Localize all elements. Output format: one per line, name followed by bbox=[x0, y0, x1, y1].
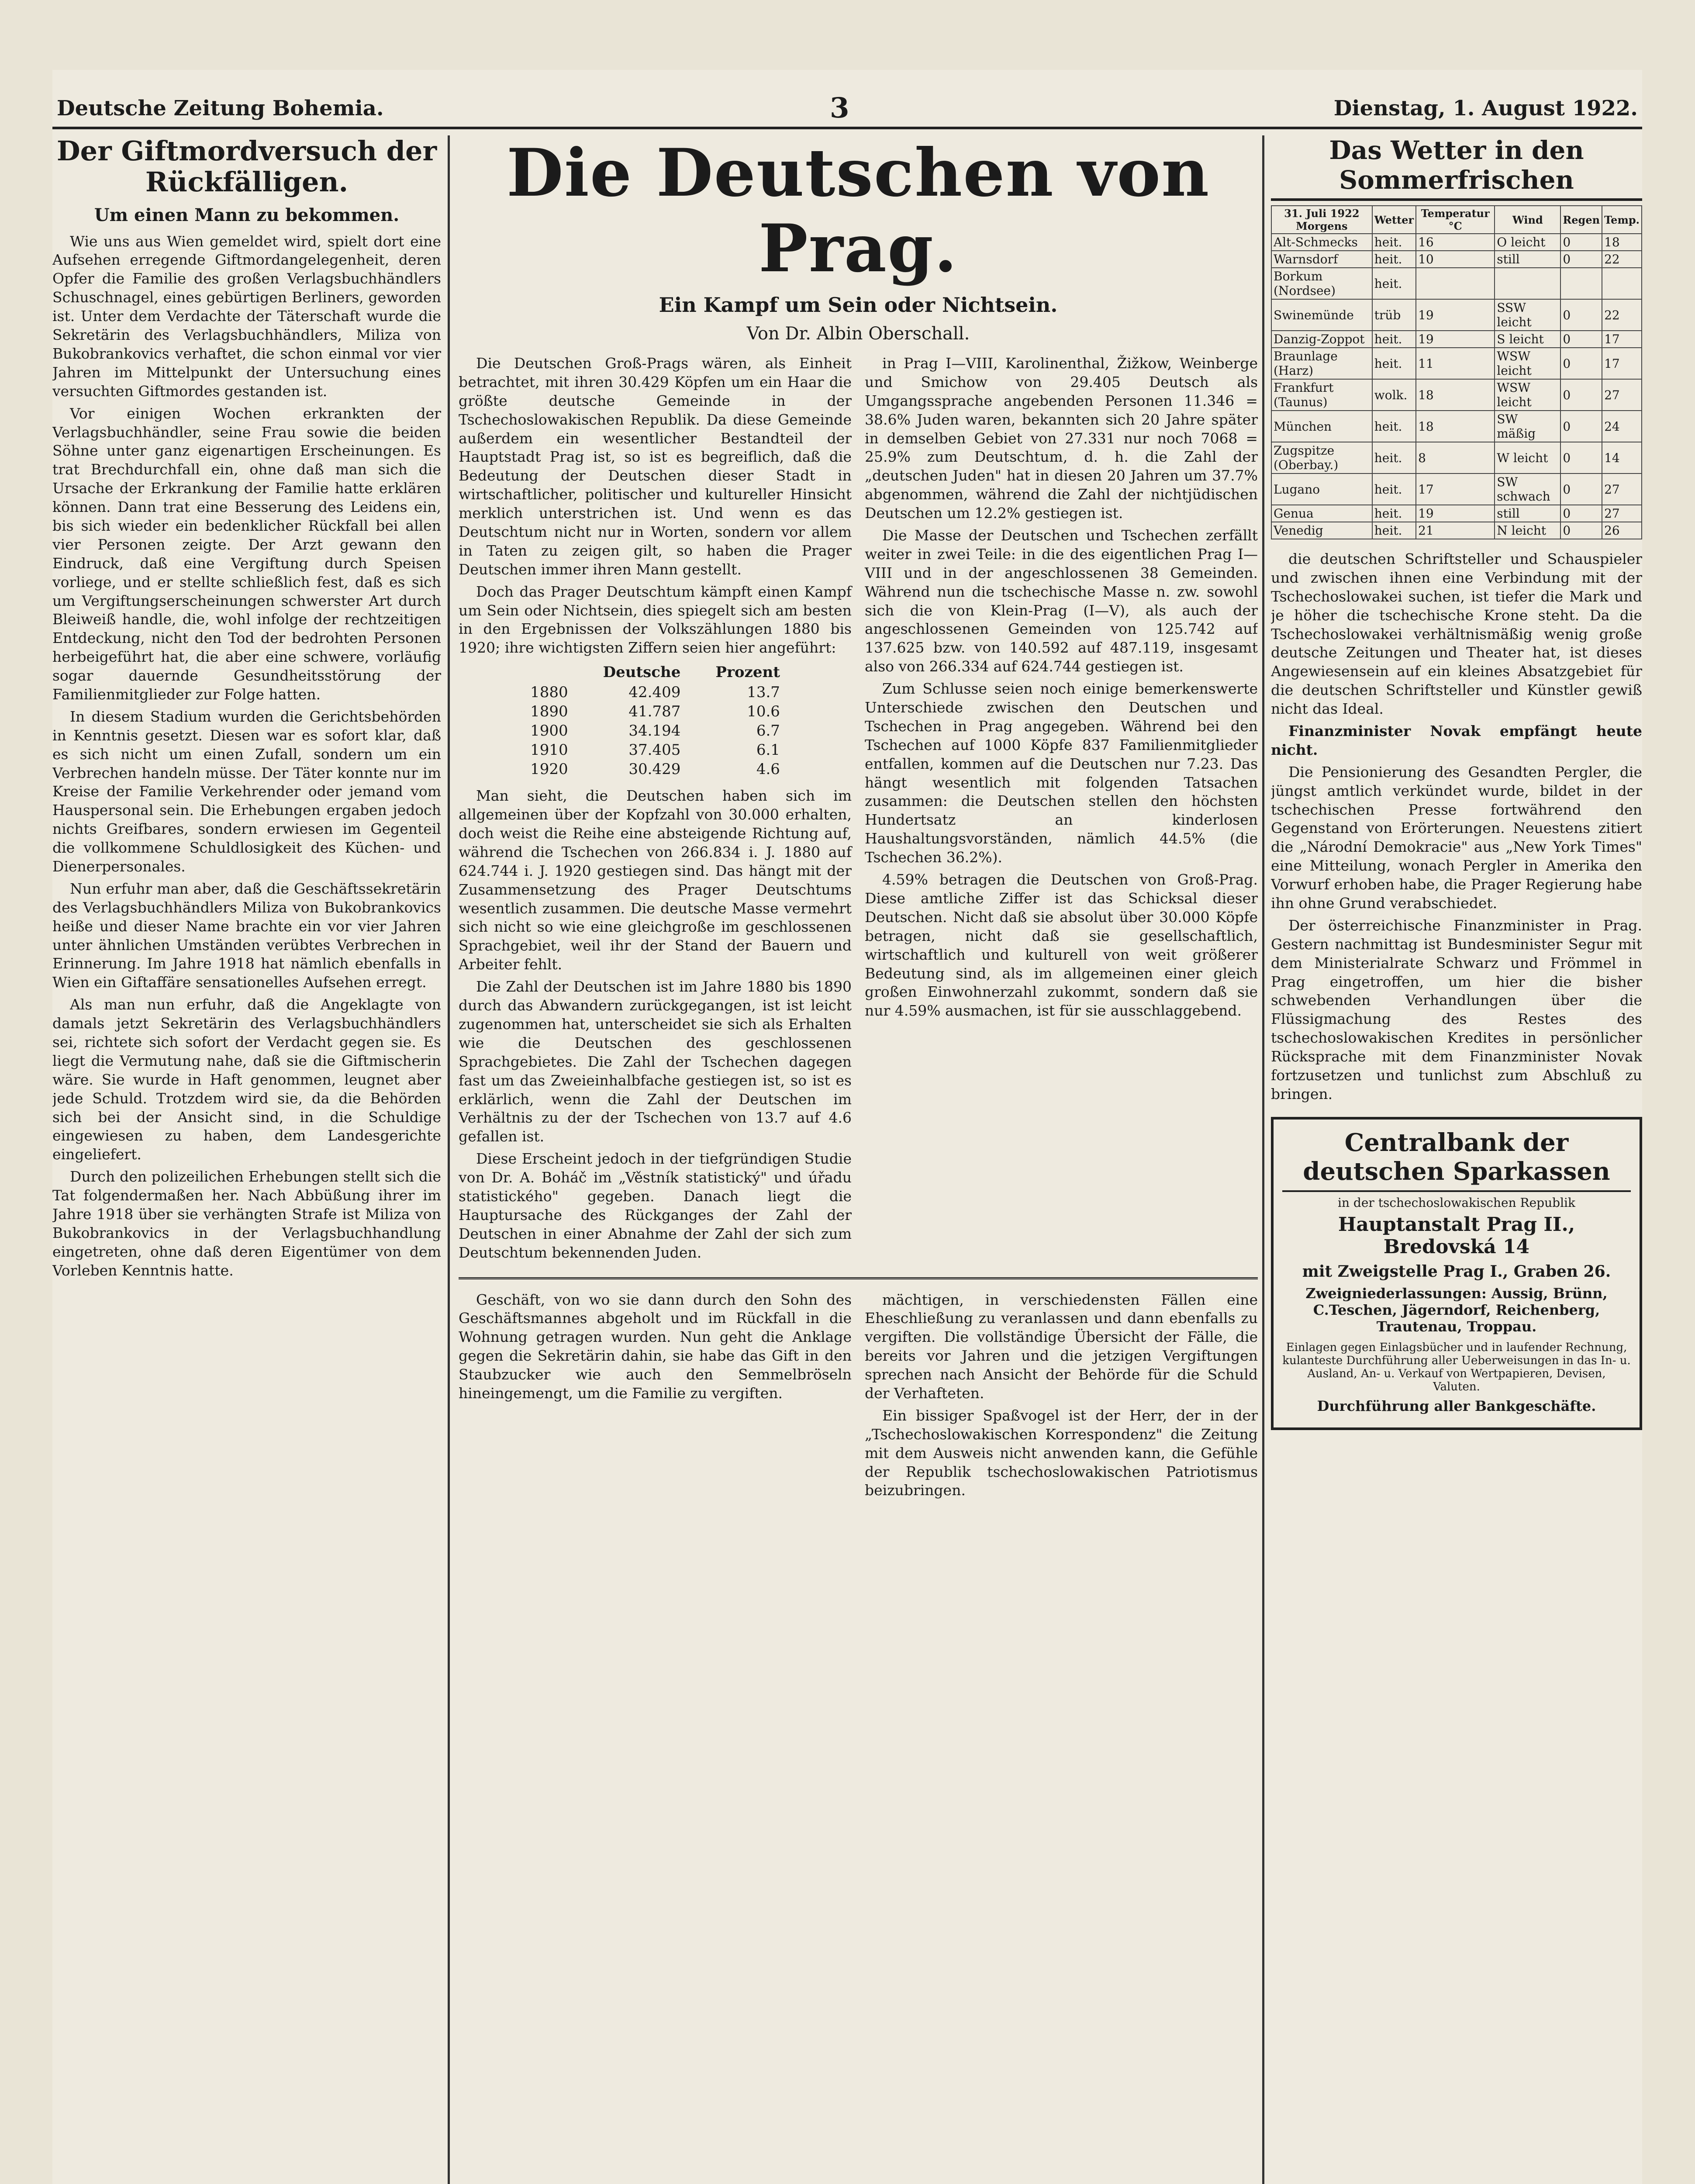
weather-cell: 0 bbox=[1560, 505, 1602, 522]
paragraph: Die Deutschen Groß-Prags wären, als Einheit betrachtet, mit ihren 30.429 Köpfen um ein Haar die größte deutsche Gemeinde in der Tschechoslowakischen Republik. Da diese Gemeinde außerdem ein wesentlicher Bestandteil der Hauptstadt Prag ist, so ist es begreiflich, daß die Bedeutung der Deutschen dieser Stadt in wirtschaftlicher, politischer und kultureller Hinsicht merklich unterstrichen ist. Und wenn es das Deutschtum nicht nur in Worten, sondern vor allem in Taten zu zeigen gilt, so haben die Prager Deutschen immer ihren Mann gestellt. bbox=[459, 355, 852, 578]
paragraph: In diesem Stadium wurden die Gerichtsbehörden in Kenntnis gesetzt. Diesen war es sofort klar, daß es sich nicht um einen Zufall, sondern um ein Verbrechen handeln müsse. Der Täter konnte nur im Kreise der Familie Verkehrender oder jemand vom Hauspersonal sein. Die Erhebungen ergaben jedoch nichts Greifbares, sondern erwiesen im Gegenteil die vollkommene Schuldlosigkeit des Küchen- und Dienerpersonales. bbox=[52, 708, 441, 875]
weather-cell: 10 bbox=[1416, 251, 1495, 268]
paragraph: Zum Schlusse seien noch einige bemerkenswerte Unterschiede zwischen den Deutschen und Tschechen in Prag angegeben. Während bei den Tschechen auf 1000 Köpfe 837 Familienmitglieder entfallen, kommen auf die Deutschen nur 7.23. Das hängt wesentlich mit folgenden Tatsachen zusammen: die Deutschen stellen den höchsten Hundertsatz an kinderlosen Haushaltungsvorständen, nämlich 44.5% (die Tschechen 36.2%). bbox=[865, 680, 1258, 866]
paragraph: Doch das Prager Deutschtum kämpft einen Kampf um Sein oder Nichtsein, dies spiegelt sich am besten in den Ergebnissen der Volkszählungen 1880 bis 1920; ihre wichtigsten Ziffern seien hier angeführt: bbox=[459, 583, 852, 657]
paragraph: die deutschen Schriftsteller und Schauspieler und zwischen ihnen eine Verbindung mit der Tschechoslowakei suchen, ist tiefer die Mark und je höher die tschechische Krone steht. Da die Tschechoslowakei verhältnismäßig wenig große deutsche Zeitungen und Theater hat, ist dieses Angewiesensein auf ein kleines Absatzgebiet für die deutschen Schriftsteller und Künstler gewiß nicht das Ideal. bbox=[1271, 550, 1642, 718]
col-header: Temperatur °C bbox=[1416, 206, 1495, 234]
paragraph: Die Zahl der Deutschen ist im Jahre 1880 bis 1890 durch das Abwandern zurückgegangen, ist ist leicht zugenommen hat, unterscheidet sie sich als Erhalten wie die Deutschen des geschlossenen Sprachgebietes. Die Zahl der Tschechen dagegen fast um das Zweieinhalbfache gestiegen ist, so ist es erklärlich, wenn die Zahl der Deutschen im Verhältnis zu der der Tschechen von 13.7 auf 4.6 gefallen ist. bbox=[459, 978, 852, 1145]
weather-title: Das Wetter in den Sommerfrischen bbox=[1271, 135, 1642, 201]
weather-cell: 18 bbox=[1416, 411, 1495, 442]
paragraph: Der österreichische Finanzminister in Prag. Gestern nachmittag ist Bundesminister Segur mit dem Ministerialrate Schwarz und Frömmel in Prag eingetroffen, um hier die bisher schwebenden Verhandlungen über die Flüssigmachung des Restes des tschechoslowakischen Kredites in persönlicher Rücksprache mit dem Finanzminister Novak fortzusetzen und tunlichst zum Abschluß zu bringen. bbox=[1271, 916, 1642, 1102]
table-row bbox=[513, 721, 797, 740]
weather-cell: SSW leicht bbox=[1495, 299, 1560, 331]
weather-cell: WSW leicht bbox=[1495, 379, 1560, 411]
weather-cell: 8 bbox=[1416, 442, 1495, 473]
weather-cell: wolk. bbox=[1372, 379, 1416, 411]
weather-cell: 0 bbox=[1560, 379, 1602, 411]
table-cell: 1920 bbox=[530, 760, 568, 778]
weather-cell: S leicht bbox=[1495, 331, 1560, 348]
weather-row bbox=[1271, 522, 1642, 539]
weather-cell: 24 bbox=[1602, 411, 1642, 442]
column-rule bbox=[1262, 135, 1264, 2184]
weather-date-header bbox=[1271, 206, 1372, 234]
article-subhead: Um einen Mann zu bekommen. bbox=[94, 204, 400, 225]
weather-cell: 0 bbox=[1560, 473, 1602, 505]
weather-cell: Lugano bbox=[1271, 473, 1372, 505]
weather-row bbox=[1271, 299, 1642, 331]
weather-cell: Zugspitze (Oberbay.) bbox=[1271, 442, 1372, 473]
paragraph: Ein bissiger Spaßvogel ist der Herr, der in der „Tschechoslowakischen Korrespondenz" die Zeitung mit dem Ausweis nicht anwenden kann, die Gefühle der Republik tschechoslowakischen Patriotismus beizubringen. bbox=[865, 1406, 1258, 1499]
weather-row bbox=[1271, 411, 1642, 442]
table-cell: 6.7 bbox=[756, 722, 780, 740]
paragraph: Finanzminister Novak empfängt heute nicht. bbox=[1271, 722, 1642, 758]
table-cell: 4.6 bbox=[756, 760, 780, 778]
weather-cell: 17 bbox=[1602, 331, 1642, 348]
weather-cell: Borkum (Nordsee) bbox=[1271, 268, 1372, 299]
weather-cell: heit. bbox=[1372, 473, 1416, 505]
paragraph: Diese Erscheint jedoch in der tiefgründigen Studie von Dr. A. Boháč im „Věstník statistický" und úřadu statistického" gegeben. Danach liegt die Hauptursache des Rückganges der Zahl der Deutschen in einer Abnahme der Zahl der sich zum Deutschtum bekennenden Juden. bbox=[459, 1150, 852, 1261]
weather-cell: 26 bbox=[1602, 522, 1642, 539]
weather-cell bbox=[1495, 268, 1560, 299]
column-rule bbox=[448, 135, 450, 2184]
ad-subtitle: in der tschechoslowakischen Republik bbox=[1338, 1195, 1575, 1210]
col-header: Temp. bbox=[1602, 206, 1642, 234]
weather-cell: Warnsdorf bbox=[1271, 251, 1372, 268]
weather-row bbox=[1271, 251, 1642, 268]
weather-cell: heit. bbox=[1372, 411, 1416, 442]
weather-cell: 0 bbox=[1560, 522, 1602, 539]
ad-title: Centralbank der deutschen Sparkassen bbox=[1282, 1128, 1631, 1192]
weather-row bbox=[1271, 348, 1642, 379]
weather-cell bbox=[1602, 268, 1642, 299]
weather-cell bbox=[1560, 268, 1602, 299]
weather-row bbox=[1271, 268, 1642, 299]
weather-cell: N leicht bbox=[1495, 522, 1560, 539]
bank-advertisement bbox=[1271, 1117, 1642, 1430]
paragraph: Vor einigen Wochen erkrankten der Verlagsbuchhändler, seine Frau sowie die beiden Söhne unter ganz eigenartigen Erscheinungen. Es trat Brechdurchfall ein, ohne daß man sich die Ursache der Erkrankung der Familie hatte erklären können. Dann trat eine Besserung des Leidens ein, bis sich wieder ein bedenklicher Rückfall bei allen vier Personen zeigte. Der Arzt gewann den Eindruck, daß eine Vergiftung durch Speisen vorliege, und er stellte schließlich fest, daß es sich um Vergiftungserscheinungen schwerster Art durch Bleiweiß handle, die, wohl infolge der rechtzeitigen Entdeckung, nicht den Tod der bedrohten Personen herbeigeführt hat, die aber eine schwere, vorläufig sogar dauernde Gesundheitsstörung der Familienmitglieder zur Folge hatten. bbox=[52, 404, 441, 703]
right-column bbox=[1271, 135, 1642, 2184]
weather-cell: 22 bbox=[1602, 299, 1642, 331]
weather-cell: heit. bbox=[1372, 268, 1416, 299]
table-cell: 1890 bbox=[530, 703, 568, 721]
article-deutschen-von-prag bbox=[459, 135, 1258, 2184]
table-cell: 6.1 bbox=[756, 741, 780, 759]
ad-branch-address: mit Zweigstelle Prag I., Graben 26. bbox=[1302, 1262, 1611, 1281]
weather-cell: SW mäßig bbox=[1495, 411, 1560, 442]
weather-cell: 19 bbox=[1416, 505, 1495, 522]
table-header: Prozent bbox=[715, 663, 780, 681]
paragraph: mächtigen, in verschiedensten Fällen eine Eheschließung zu veranlassen und dann ebenfalls zu vergiften. Die vollständige Übersicht der Fälle, die bereits vor Jahren und die jetzigen Vergiftungen sprechen nach Ansicht der Behörde für die Schuld der Verhafteten. bbox=[865, 1291, 1258, 1402]
table-header: Deutsche bbox=[603, 663, 681, 681]
weather-cell: 0 bbox=[1560, 299, 1602, 331]
section-divider bbox=[459, 1277, 1258, 1279]
weather-row bbox=[1271, 505, 1642, 522]
weather-cell: heit. bbox=[1372, 331, 1416, 348]
newspaper-page bbox=[52, 70, 1642, 2184]
weather-row bbox=[1271, 331, 1642, 348]
table-row bbox=[513, 683, 797, 702]
issue-date: Dienstag, 1. August 1922. bbox=[1333, 96, 1638, 121]
newspaper-name: Deutsche Zeitung Bohemia. bbox=[57, 96, 384, 121]
weather-cell: Alt-Schmecks bbox=[1271, 234, 1372, 251]
ad-branches: Zweigniederlassungen: Aussig, Brünn, C.Teschen, Jägerndorf, Reichenberg, Trautenau, Troppau. bbox=[1305, 1285, 1608, 1335]
weather-cell: 17 bbox=[1416, 473, 1495, 505]
paragraph: Man sieht, die Deutschen haben sich im allgemeinen über der Kopfzahl von 30.000 erhalten, doch weist die Reihe eine absteigende Richtung auf, während die Tschechen von 266.834 i. J. 1880 auf 624.744 i. J. 1920 gestiegen sind. Das hängt mit der Zusammensetzung des Prager Deutschtums wesentlich zusammen. Die deutsche Masse vermehrt sich nicht so wie eine gleichgroße im geschlossenen Sprachgebiet, weil ihr der Stand der Bauern und Arbeiter fehlt. bbox=[459, 787, 852, 973]
table-row bbox=[513, 760, 797, 779]
weather-cell: 0 bbox=[1560, 331, 1602, 348]
col-header: Regen bbox=[1560, 206, 1602, 234]
weather-cell: 14 bbox=[1602, 442, 1642, 473]
weather-row bbox=[1271, 473, 1642, 505]
table-cell: 10.6 bbox=[747, 703, 780, 721]
weather-cell: heit. bbox=[1372, 505, 1416, 522]
ad-fineprint: Einlagen gegen Einlagsbücher und in laufender Rechnung, kulanteste Durchführung aller Ueberweisungen in das In- u. Ausland, An- u. Verkauf von Wertpapieren, Devisen, Valuten. bbox=[1282, 1341, 1631, 1393]
col-header: Wetter bbox=[1372, 206, 1416, 234]
weather-cell: 18 bbox=[1602, 234, 1642, 251]
weather-cell bbox=[1416, 268, 1495, 299]
table-cell: 41.787 bbox=[628, 703, 681, 721]
paragraph: Durch den polizeilichen Erhebungen stellt sich die Tat folgendermaßen her. Nach Abbüßung ihrer im Jahre 1918 über sie verhängten Strafe ist Miliza von Bukobrankovics in der Verlagsbuchhandlung eingetreten, ohne daß deren Eigentümer von dem Vorleben Kenntnis hatte. bbox=[52, 1168, 441, 1279]
table-cell: 13.7 bbox=[747, 684, 780, 702]
ad-footer: Durchführung aller Bankgeschäfte. bbox=[1317, 1397, 1596, 1414]
paragraph: Als man nun erfuhr, daß die Angeklagte von damals jetzt Sekretärin des Verlagsbuchhändlers sei, richtete sich sofort der Verdacht gegen sie. Es liegt die Vermutung nahe, daß sie die Giftmischerin wäre. Sie wurde in Haft genommen, leugnet aber jede Schuld. Trotzdem wird sie, da die Behörden sich bei der Ansicht sind, in die Schuldige eingewiesen zu haben, dem Landesgerichte eingeliefert. bbox=[52, 996, 441, 1163]
weather-cell: 0 bbox=[1560, 234, 1602, 251]
paragraph: Die Pensionierung des Gesandten Pergler, die jüngst amtlich verkündet wurde, bildet in der tschechischen Presse fortwährend den Gegenstand von Erörterungen. Neuestens zitiert die „Národní Demokracie" aus „New York Times" eine Mitteilung, wonach Pergler in Amerika den Vorwurf erhoben habe, die Prager Regierung habe ihn ohne Grund verabschiedet. bbox=[1271, 763, 1642, 912]
paragraph: Die Masse der Deutschen und Tschechen zerfällt weiter in zwei Teile: in die des eigentlichen Prag I—VIII und in der angeschlossenen 38 Gemeinden. Während nun die tschechische Masse n. zw. sowohl sich die von Klein-Prag (I—V), als auch der angeschlossenen Gemeinden von 125.742 auf 137.625 bzw. von 140.592 auf 487.119, insgesamt also von 266.334 auf 624.744 gestiegen ist. bbox=[865, 527, 1258, 675]
weather-cell: 21 bbox=[1416, 522, 1495, 539]
weather-cell: 11 bbox=[1416, 348, 1495, 379]
weather-cell: heit. bbox=[1372, 251, 1416, 268]
paragraph: 4.59% betragen die Deutschen von Groß-Prag. Diese amtliche Ziffer ist das Schicksal dieser Deutschen. Nicht daß sie absolut über 30.000 Köpfe betragen, nicht daß sie gesellschaftlich, wirtschaftlich und kulturell von weit größerer Bedeutung sind, als im allgemeinen einer gleich großen Einwohnerzahl zukommt, sondern daß sie nur 4.59% ausmachen, ist für sie ausschlaggebend. bbox=[865, 871, 1258, 1019]
weather-cell: Danzig-Zoppot bbox=[1271, 331, 1372, 348]
weather-cell: Braunlage (Harz) bbox=[1271, 348, 1372, 379]
weather-table bbox=[1271, 205, 1642, 539]
weather-row bbox=[1271, 442, 1642, 473]
article-subhead: Ein Kampf um Sein oder Nichtsein. bbox=[659, 293, 1058, 317]
paragraph: Nun erfuhr man aber, daß die Geschäftssekretärin des Verlagsbuchhändlers Miliza von Bukobrankovics heiße und dieser Name brachte ein vor vier Jahren unter ähnlichen Umständen verübtes Verbrechen in Erinnerung. Im Jahre 1918 hat nämlich ebenfalls in Wien ein Giftaffäre sensationelles Aufsehen erregt. bbox=[52, 880, 441, 991]
weather-cell: still bbox=[1495, 505, 1560, 522]
paragraph: Geschäft, von wo sie dann durch den Sohn des Geschäftsmannes abgeholt und im Rückfall in die Wohnung getragen wurden. Nun geht die Anklage gegen die Sekretärin dahin, sie habe das Gift in den Staubzucker wie auch den Semmelbröseln hineingemengt, um die Familie zu vergiften. bbox=[459, 1291, 852, 1402]
weather-cell: 19 bbox=[1416, 299, 1495, 331]
weather-cell: SW schwach bbox=[1495, 473, 1560, 505]
paragraph: Wie uns aus Wien gemeldet wird, spielt dort eine Aufsehen erregende Giftmordangelegenheit, deren Opfer die Familie des großen Verlagsbuchhändlers Schuschnagel, eines gebürtigen Berliners, geworden ist. Unter dem Verdachte der Täterschaft wurde die Sekretärin des Verlagsbuchhändlers, Miliza von Bukobrankovics verhaftet, die schon einmal vor vier Jahren im Mittelpunkt der Untersuchung eines versuchten Giftmordes gestanden ist. bbox=[52, 232, 441, 400]
table-cell: 42.409 bbox=[628, 684, 681, 702]
weather-cell: München bbox=[1271, 411, 1372, 442]
continued-columns bbox=[459, 1291, 1258, 1504]
weather-cell: heit. bbox=[1372, 522, 1416, 539]
weather-cell: 17 bbox=[1602, 348, 1642, 379]
weather-cell: 0 bbox=[1560, 251, 1602, 268]
weather-cell: 19 bbox=[1416, 331, 1495, 348]
weather-date: 31. Juli 1922 bbox=[1284, 207, 1360, 220]
table-row bbox=[513, 702, 797, 721]
weather-cell: heit. bbox=[1372, 234, 1416, 251]
weather-cell: 0 bbox=[1560, 442, 1602, 473]
table-cell: 1900 bbox=[530, 722, 568, 740]
weather-cell: 16 bbox=[1416, 234, 1495, 251]
weather-row bbox=[1271, 234, 1642, 251]
weather-cell: trüb bbox=[1372, 299, 1416, 331]
weather-cell: Frankfurt (Taunus) bbox=[1271, 379, 1372, 411]
weather-cell: W leicht bbox=[1495, 442, 1560, 473]
table-header bbox=[513, 662, 586, 683]
article-giftmord bbox=[52, 135, 441, 2184]
weather-cell: heit. bbox=[1372, 442, 1416, 473]
weather-cell: 27 bbox=[1602, 505, 1642, 522]
table-cell: 1910 bbox=[530, 741, 568, 759]
article-author: Von Dr. Albin Oberschall. bbox=[746, 324, 970, 344]
weather-cell: 0 bbox=[1560, 348, 1602, 379]
weather-cell: 22 bbox=[1602, 251, 1642, 268]
article-columns bbox=[459, 354, 1258, 1266]
table-cell: 37.405 bbox=[628, 741, 681, 759]
page-header bbox=[52, 87, 1642, 129]
weather-cell: still bbox=[1495, 251, 1560, 268]
weather-cell: 27 bbox=[1602, 379, 1642, 411]
table-cell: 1880 bbox=[530, 684, 568, 702]
article-headline: Die Deutschen von Prag. bbox=[506, 135, 1210, 287]
weather-cell: 18 bbox=[1416, 379, 1495, 411]
table-cell: 30.429 bbox=[628, 760, 681, 778]
paragraph: in Prag I—VIII, Karolinenthal, Žižkow, Weinberge und Smichow von 29.405 Deutsch als Umgangssprache angebenden Personen 11.346 = 38.6% Juden waren, bekannten sich 20 Jahre später in demselben Gebiet von 27.331 nur noch 7068 = 25.9% zum Deutschtum, d. h. die Zahl der „deutschen Juden" hat in diesen 20 Jahren um 37.7% abgenommen, während die Zahl der nichtjüdischen Deutschen um 12.2% gestiegen ist. bbox=[865, 355, 1258, 522]
table-row bbox=[513, 740, 797, 760]
weather-cell: Genua bbox=[1271, 505, 1372, 522]
weather-cell: heit. bbox=[1372, 348, 1416, 379]
ad-main-address: Hauptanstalt Prag II., Bredovská 14 bbox=[1338, 1213, 1575, 1258]
weather-cell: 27 bbox=[1602, 473, 1642, 505]
weather-cell: WSW leicht bbox=[1495, 348, 1560, 379]
weather-cell: Venedig bbox=[1271, 522, 1372, 539]
page-number: 3 bbox=[830, 92, 849, 124]
table-cell: 34.194 bbox=[628, 722, 681, 740]
census-table bbox=[513, 662, 797, 779]
weather-row bbox=[1271, 379, 1642, 411]
article-headline: Der Giftmordversuch der Rückfälligen. bbox=[56, 135, 437, 198]
col-header: Wind bbox=[1495, 206, 1560, 234]
weather-cell: O leicht bbox=[1495, 234, 1560, 251]
weather-subtitle: Morgens bbox=[1296, 220, 1348, 232]
weather-cell: Swinemünde bbox=[1271, 299, 1372, 331]
article-body bbox=[52, 232, 441, 1280]
weather-cell: 0 bbox=[1560, 411, 1602, 442]
